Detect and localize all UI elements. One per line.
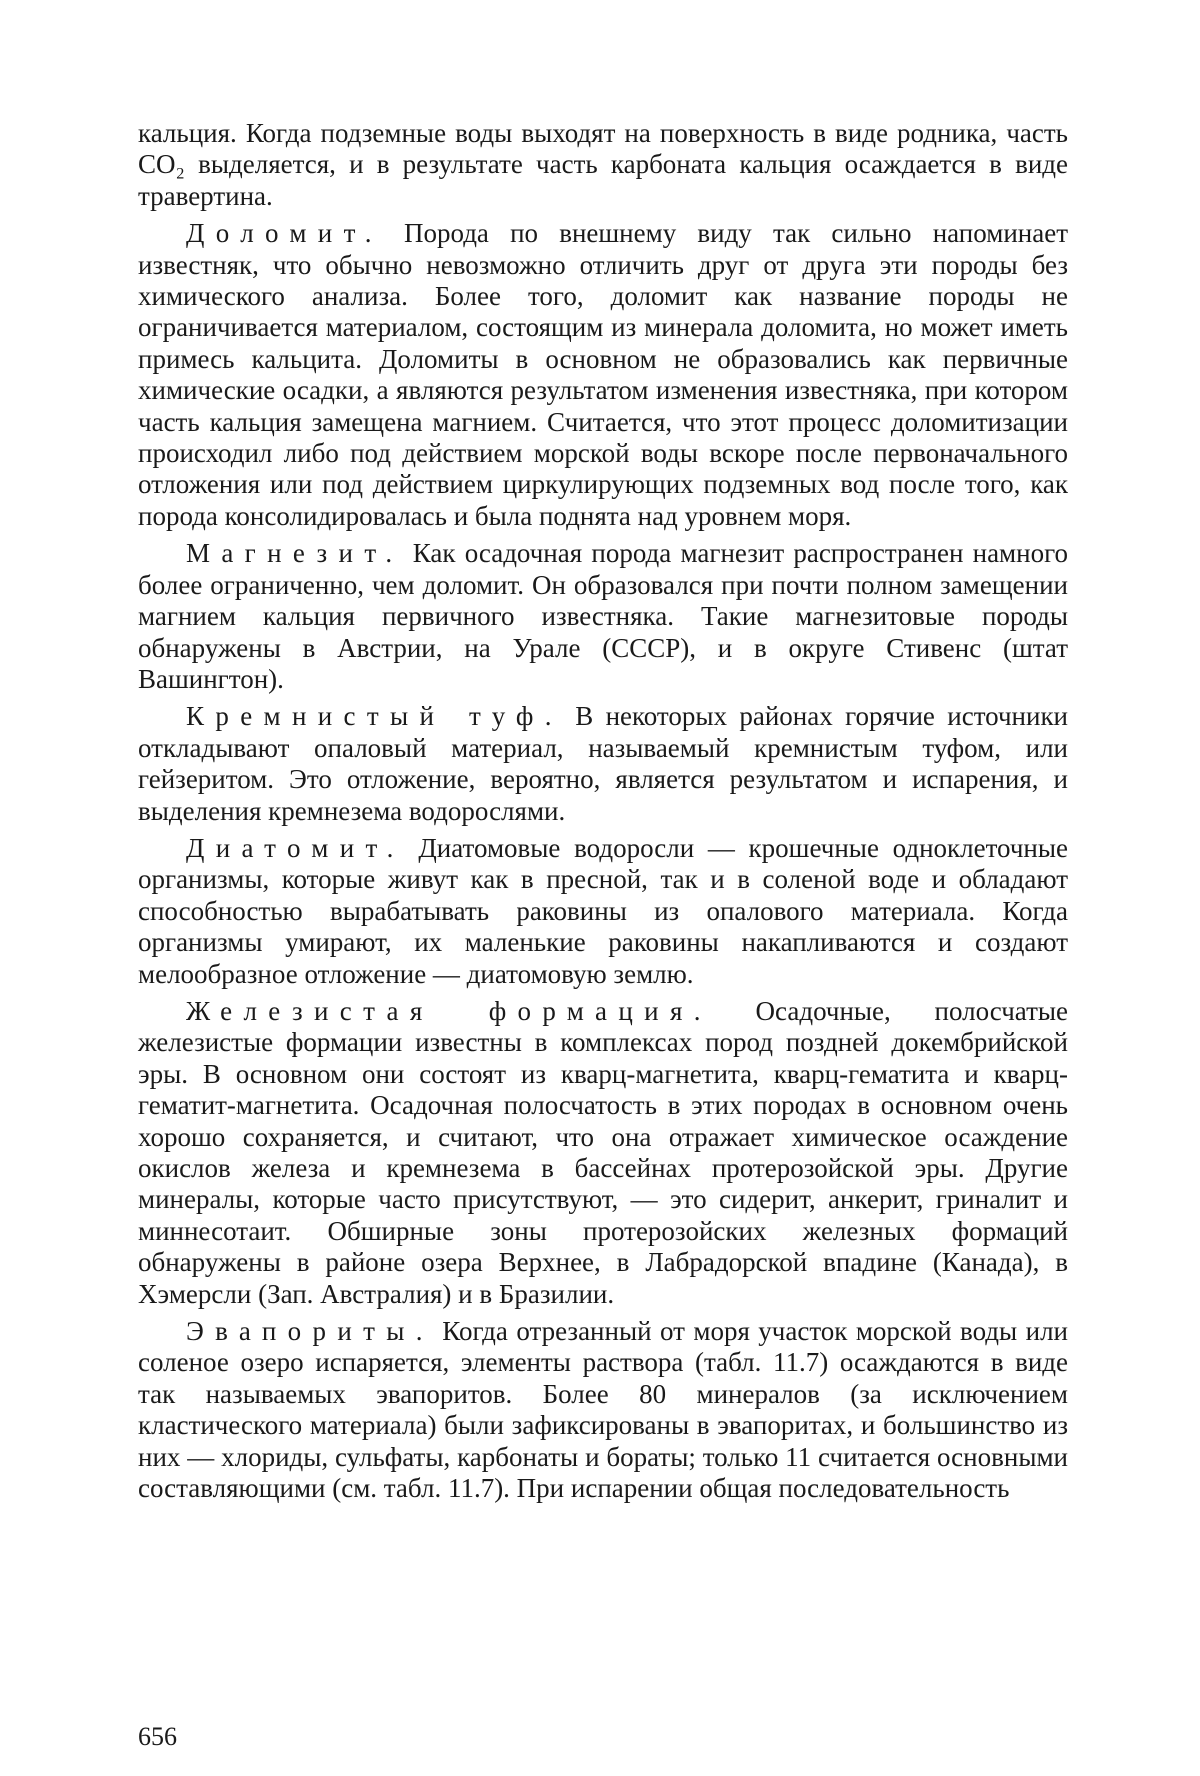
paragraph-text: Осадочные, полосчатые железистые формации известны в комплексах пород поздней докембрийской эры. В основном они состоят из кварц-магнетита, кварц-гематита и кварц-гематит-магнетита. Осадочная полосчатость в этих породах в основном очень хорошо сохраняется, и считают, что она отражает химическое осаждение окислов железа и кремнезема в бассейнах протерозойской эры. Другие минералы, которые часто присутствуют, — это сидерит, анкерит, гриналит и миннесотаит. Обширные зоны протерозойских железных формаций обнаружены в районе озера Верхнее, в Лабрадорской впадине (Канада), в Хэмерсли (Зап. Австралия) и в Бразилии. (138, 995, 1068, 1309)
paragraph-evaporites (138, 1316, 1068, 1504)
paragraph-text: Порода по внешнему виду так сильно напоминает известняк, что обычно невозможно отличить друг от друга эти породы без химического анализа. Более того, доломит как название породы не ограничивается материалом, состоящим из минерала доломита, но может иметь примесь кальцита. Доломиты в основном не образовались как первичные химические осадки, а являются результатом изменения известняка, при котором часть кальция замещена магнием. Считается, что этот процесс доломитизации происходил либо под действием морской воды вскоре после первоначального отложения или под действием циркулирующих подземных вод после того, как порода консолидировалась и была поднята над уровнем моря. (138, 218, 1068, 531)
page-number: 656 (138, 1722, 177, 1751)
paragraph-iron-formation (138, 996, 1068, 1310)
paragraph-diatomite (138, 833, 1068, 990)
paragraph-text: кальция. Когда подземные воды выходят на поверхность в виде родника, часть CO₂ выделяется, и в результате часть карбоната кальция осаждается в виде травертина. (138, 118, 1068, 211)
paragraph-text: В некоторых районах горячие источники откладывают опаловый материал, называемый кремнистым туфом, или гейзеритом. Это отложение, вероятно, является результатом и испарения, и выделения кремнезема водорослями. (138, 701, 1069, 826)
paragraph-text: Как осадочная порода магнезит распространен намного более ограниченно, чем доломит. Он образовался при почти полном замещении магнием кальция первичного известняка. Такие магнезитовые породы обнаружены в Австрии, на Урале (СССР), и в округе Стивенс (штат Вашингтон). (138, 538, 1068, 694)
paragraph-magnesite (138, 538, 1068, 695)
paragraph-text: Когда отрезанный от моря участок морской воды или соленое озеро испаряется, элементы раствора (табл. 11.7) осаждаются в виде так называемых эвапоритов. Более 80 минералов (за исключением кластического материала) были зафиксированы в эвапоритах, и большинство из них — хлориды, сульфаты, карбонаты и бораты; только 11 считается основными составляющими (см. табл. 11.7). При испарении общая последовательность (138, 1316, 1068, 1504)
term-dolomite: Доломит. (186, 218, 383, 249)
term-evaporites: Эвапориты. (186, 1316, 434, 1347)
term-magnesite: Магнезит. (186, 538, 404, 569)
term-siliceous-tuff: Кремнистый туф. (186, 701, 563, 732)
paragraph-dolomite (138, 218, 1068, 532)
term-diatomite: Диатомит. (186, 832, 405, 863)
paragraph-calcium-continuation (138, 118, 1068, 212)
term-iron-formation: Железистая формация. (186, 995, 712, 1026)
paragraph-text: Диатомовые водоросли — крошечные одноклеточные организмы, которые живут как в пресной, так и в соленой воде и обладают способностью вырабатывать раковины из опалового материала. Когда организмы умирают, их маленькие раковины накапливаются и создают мелообразное отложение — диатомовую землю. (138, 832, 1068, 989)
book-page (138, 118, 1068, 1718)
paragraph-siliceous-tuff (138, 701, 1068, 827)
